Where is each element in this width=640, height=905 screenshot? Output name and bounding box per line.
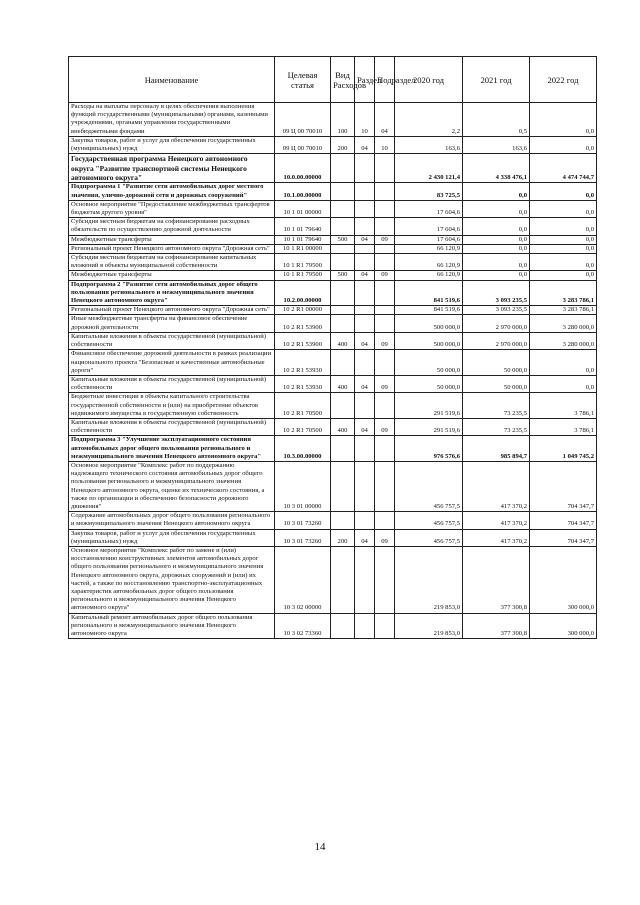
cell-code: 10 2 R1 53900 (275, 315, 331, 332)
cell-y2020: 17 604,6 (395, 218, 463, 235)
cell-rz (355, 244, 375, 253)
cell-name: Субсидия местным бюджетам на софинансирование расходных обязательств по осуществлению дорожной деятельности (69, 218, 275, 235)
cell-pr (375, 183, 395, 200)
budget-table (68, 56, 597, 639)
cell-pr (375, 154, 395, 183)
cell-y2022: 0,0 (530, 200, 597, 217)
cell-y2021: 0,5 (463, 103, 530, 137)
cell-rz: 04 (355, 136, 375, 153)
cell-y2021: 0,0 (463, 254, 530, 271)
table-row (69, 254, 597, 271)
cell-vr: 200 (331, 529, 355, 546)
cell-y2021: 0,0 (463, 244, 530, 253)
cell-y2021: 163,6 (463, 136, 530, 153)
cell-name: Региональный проект Ненецкого автономного округа "Дорожная сеть" (69, 244, 275, 253)
cell-pr (375, 393, 395, 419)
cell-y2022: 3 786,1 (530, 418, 597, 435)
header-target: Целевая статья (275, 57, 331, 103)
cell-pr (375, 280, 395, 306)
cell-vr (331, 613, 355, 639)
cell-y2021: 73 235,5 (463, 393, 530, 419)
table-row (69, 418, 597, 435)
cell-y2021: 73 235,5 (463, 418, 530, 435)
cell-code: 09 Ц 00 70010 (275, 136, 331, 153)
cell-y2020: 976 576,6 (395, 436, 463, 462)
cell-y2020: 219 853,0 (395, 546, 463, 613)
cell-rz (355, 436, 375, 462)
cell-vr (331, 200, 355, 217)
cell-y2020: 841 519,6 (395, 306, 463, 315)
cell-rz: 04 (355, 418, 375, 435)
cell-y2021: 417 370,2 (463, 461, 530, 511)
cell-vr: 400 (331, 332, 355, 349)
cell-y2020: 456 757,5 (395, 512, 463, 529)
table-row (69, 436, 597, 462)
cell-y2022: 300 000,0 (530, 613, 597, 639)
cell-y2020: 66 120,9 (395, 254, 463, 271)
cell-code: 10 3 01 73260 (275, 512, 331, 529)
cell-y2020: 291 519,6 (395, 418, 463, 435)
cell-vr: 500 (331, 235, 355, 244)
cell-name: Капитальные вложения в объекты государственной (муниципальной) собственности (69, 375, 275, 392)
cell-pr: 09 (375, 418, 395, 435)
cell-code: 10 2 R1 53930 (275, 375, 331, 392)
cell-vr (331, 393, 355, 419)
cell-vr (331, 350, 355, 376)
table-row (69, 375, 597, 392)
cell-pr (375, 218, 395, 235)
cell-code: 10 1 R1 79500 (275, 271, 331, 280)
cell-name: Бюджетные инвестиции в объекты капитального строительства государственной собственности и (или) на приобретение объектов недвижимого имущества в государственную собственность (69, 393, 275, 419)
cell-name: Подпрограмма 3 "Улучшение эксплуатационного состояния автомобильных дорог общего пользования регионального и межмуниципального значения Ненецкого автономного округа" (69, 436, 275, 462)
cell-pr (375, 512, 395, 529)
cell-pr: 10 (375, 136, 395, 153)
cell-y2022: 4 474 744,7 (530, 154, 597, 183)
cell-pr: 04 (375, 103, 395, 137)
cell-code: 10 2 R1 00000 (275, 306, 331, 315)
cell-y2020: 66 120,9 (395, 271, 463, 280)
cell-y2022: 0,0 (530, 244, 597, 253)
cell-name: Межбюджетные трансферты (69, 271, 275, 280)
table-row (69, 200, 597, 217)
cell-rz (355, 512, 375, 529)
cell-y2022: 300 000,0 (530, 546, 597, 613)
cell-rz (355, 200, 375, 217)
cell-rz (355, 154, 375, 183)
table-body (69, 103, 597, 639)
cell-vr: 500 (331, 271, 355, 280)
cell-y2021: 50 000,0 (463, 375, 530, 392)
cell-rz (355, 393, 375, 419)
table-row (69, 183, 597, 200)
cell-vr: 400 (331, 375, 355, 392)
table-row (69, 154, 597, 183)
cell-rz: 10 (355, 103, 375, 137)
cell-y2020: 50 000,0 (395, 350, 463, 376)
table-row (69, 271, 597, 280)
cell-y2020: 456 757,5 (395, 461, 463, 511)
cell-y2022: 704 347,7 (530, 529, 597, 546)
cell-code: 10 2 R1 53930 (275, 350, 331, 376)
cell-y2021: 377 300,8 (463, 546, 530, 613)
cell-y2022: 0,0 (530, 136, 597, 153)
cell-y2022: 1 049 745,2 (530, 436, 597, 462)
cell-name: Иные межбюджетные трансферты на финансовое обеспечение дорожной деятельности (69, 315, 275, 332)
cell-code: 10 3 01 00000 (275, 461, 331, 511)
cell-pr (375, 200, 395, 217)
cell-y2020: 83 725,5 (395, 183, 463, 200)
cell-vr (331, 315, 355, 332)
cell-rz (355, 613, 375, 639)
cell-vr (331, 512, 355, 529)
cell-vr (331, 218, 355, 235)
cell-rz: 04 (355, 332, 375, 349)
cell-vr: 400 (331, 418, 355, 435)
cell-vr: 100 (331, 103, 355, 137)
cell-name: Субсидия местным бюджетам на софинансирование капитальных вложений в объекты муниципальной собственности (69, 254, 275, 271)
cell-y2022: 0,0 (530, 183, 597, 200)
cell-name: Закупка товаров, работ и услуг для обеспечения государственных (муниципальных) нужд (69, 529, 275, 546)
cell-code: 10.2.00.00000 (275, 280, 331, 306)
cell-vr (331, 183, 355, 200)
cell-pr (375, 315, 395, 332)
cell-pr (375, 546, 395, 613)
cell-name: Капитальный ремонт автомобильных дорог общего пользования регионального и межмуниципального значения Ненецкого автономного округа (69, 613, 275, 639)
cell-code: 10 1 01 79640 (275, 218, 331, 235)
cell-y2022: 3 280 000,0 (530, 315, 597, 332)
table-row (69, 332, 597, 349)
cell-code: 10 3 01 73260 (275, 529, 331, 546)
table-row (69, 512, 597, 529)
cell-code: 10 2 R1 70500 (275, 393, 331, 419)
cell-name: Основное мероприятие "Предоставление межбюджетных трансфертов бюджетам другого уровня" (69, 200, 275, 217)
cell-name: Содержание автомобильных дорог общего пользования регионального и межмуниципального значения Ненецкого автономного округа (69, 512, 275, 529)
cell-name: Основное мероприятие "Комплекс работ по поддержанию надлежащего технического состояния автомобильных дорог общего пользования регионального и межмуниципального значения Ненецкого автономного округа, оценке их технического состояния, а также по организации и обеспечению безопасности дорожного движения" (69, 461, 275, 511)
cell-y2021: 0,0 (463, 218, 530, 235)
cell-vr (331, 546, 355, 613)
cell-vr (331, 280, 355, 306)
cell-y2020: 456 757,5 (395, 529, 463, 546)
table-row (69, 280, 597, 306)
cell-y2021: 417 370,2 (463, 512, 530, 529)
cell-y2022: 0,0 (530, 350, 597, 376)
cell-y2020: 66 120,9 (395, 244, 463, 253)
cell-y2022: 704 347,7 (530, 461, 597, 511)
table-row (69, 218, 597, 235)
cell-y2021: 50 000,0 (463, 350, 530, 376)
table-row (69, 613, 597, 639)
cell-y2021: 2 970 000,0 (463, 332, 530, 349)
cell-rz: 04 (355, 271, 375, 280)
cell-y2021: 3 093 235,5 (463, 306, 530, 315)
header-vr: Вид Расходов (331, 57, 355, 103)
cell-rz (355, 254, 375, 271)
header-2020: 2020 год (395, 57, 463, 103)
table-row (69, 315, 597, 332)
cell-vr (331, 154, 355, 183)
cell-name: Подпрограмма 2 "Развитие сети автомобильных дорог общего пользования регионального и межмуниципального значения Ненецкого автономного округа" (69, 280, 275, 306)
cell-code: 10 1 01 00000 (275, 200, 331, 217)
cell-y2022: 704 347,7 (530, 512, 597, 529)
page-number: 14 (314, 841, 326, 853)
cell-y2021: 2 970 000,0 (463, 315, 530, 332)
cell-y2022: 0,0 (530, 254, 597, 271)
cell-code: 10 2 R1 53900 (275, 332, 331, 349)
table-row (69, 306, 597, 315)
cell-y2022: 0,0 (530, 271, 597, 280)
cell-rz (355, 280, 375, 306)
cell-y2022: 3 283 786,1 (530, 306, 597, 315)
cell-vr (331, 254, 355, 271)
cell-name: Закупка товаров, работ и услуг для обеспечения государственных (муниципальных) нужд (69, 136, 275, 153)
cell-rz (355, 315, 375, 332)
cell-code: 10 2 R1 70500 (275, 418, 331, 435)
cell-y2020: 163,6 (395, 136, 463, 153)
cell-code: 10.3.00.00000 (275, 436, 331, 462)
cell-code: 10 3 02 73360 (275, 613, 331, 639)
cell-rz: 04 (355, 375, 375, 392)
header-name: Наименование (69, 57, 275, 103)
table-row (69, 461, 597, 511)
cell-y2020: 500 000,0 (395, 315, 463, 332)
table-row (69, 244, 597, 253)
table-row (69, 235, 597, 244)
cell-rz (355, 218, 375, 235)
cell-name: Подпрограмма 1 "Развитие сети автомобильных дорог местного значения, улично-дорожной сети и дорожных сооружений" (69, 183, 275, 200)
cell-rz (355, 461, 375, 511)
cell-name: Расходы на выплаты персоналу в целях обеспечения выполнения функций государственными (муниципальными) органами, казенными учреждениями, органами управления государственными внебюджетными фондами (69, 103, 275, 137)
table-row (69, 136, 597, 153)
cell-code: 09 Ц 00 70010 (275, 103, 331, 137)
header-pr: Подраздел (375, 57, 395, 103)
cell-name: Основное мероприятие "Комплекс работ по замене и (или) восстановлению конструктивных элементов автомобильных дорог общего пользования регионального и межмуниципального значения Ненецкого автономного округа, дорожных сооружений и (или) их частей, а также по восстановлению транспортно-эксплуатационных характеристик автомобильных дорог общего пользования регионального и межмуниципального значения Ненецкого автономного округа" (69, 546, 275, 613)
cell-pr: 09 (375, 529, 395, 546)
cell-pr: 09 (375, 235, 395, 244)
table-row (69, 350, 597, 376)
cell-y2022: 3 786,1 (530, 393, 597, 419)
cell-y2022: 0,0 (530, 375, 597, 392)
cell-vr (331, 461, 355, 511)
table-row (69, 529, 597, 546)
cell-code: 10 1 01 79640 (275, 235, 331, 244)
cell-y2020: 2 430 121,4 (395, 154, 463, 183)
cell-vr (331, 436, 355, 462)
cell-vr: 200 (331, 136, 355, 153)
cell-y2020: 291 519,6 (395, 393, 463, 419)
cell-y2020: 17 604,6 (395, 200, 463, 217)
cell-code: 10.1.00.00000 (275, 183, 331, 200)
cell-name: Государственная программа Ненецкого автономного округа "Развитие транспортной системы Ненецкого автономного округа" (69, 154, 275, 183)
cell-name: Капитальные вложения в объекты государственной (муниципальной) собственности (69, 332, 275, 349)
budget-table-sheet (68, 56, 596, 639)
cell-y2022: 3 283 786,1 (530, 280, 597, 306)
cell-pr (375, 350, 395, 376)
cell-y2020: 50 000,0 (395, 375, 463, 392)
cell-code: 10 1 R1 00000 (275, 244, 331, 253)
table-header-row (69, 57, 597, 103)
cell-name: Межбюджетные трансферты (69, 235, 275, 244)
cell-y2021: 4 338 476,1 (463, 154, 530, 183)
cell-pr: 09 (375, 332, 395, 349)
cell-rz (355, 546, 375, 613)
cell-y2021: 985 894,7 (463, 436, 530, 462)
cell-y2020: 2,2 (395, 103, 463, 137)
cell-y2022: 0,0 (530, 103, 597, 137)
cell-y2021: 417 370,2 (463, 529, 530, 546)
cell-y2020: 219 853,0 (395, 613, 463, 639)
cell-y2022: 0,0 (530, 235, 597, 244)
cell-rz (355, 306, 375, 315)
cell-y2021: 377 300,8 (463, 613, 530, 639)
cell-name: Капитальные вложения в объекты государственной (муниципальной) собственности (69, 418, 275, 435)
cell-pr (375, 436, 395, 462)
cell-y2020: 500 000,0 (395, 332, 463, 349)
cell-rz (355, 183, 375, 200)
cell-y2020: 841 519,6 (395, 280, 463, 306)
cell-rz: 04 (355, 529, 375, 546)
cell-y2021: 0,0 (463, 183, 530, 200)
cell-y2021: 0,0 (463, 200, 530, 217)
table-row (69, 393, 597, 419)
cell-pr (375, 244, 395, 253)
cell-y2021: 0,0 (463, 235, 530, 244)
header-2022: 2022 год (530, 57, 597, 103)
cell-name: Региональный проект Ненецкого автономного округа "Дорожная сеть" (69, 306, 275, 315)
cell-y2021: 3 093 235,5 (463, 280, 530, 306)
table-row (69, 103, 597, 137)
cell-pr (375, 461, 395, 511)
cell-y2021: 0,0 (463, 271, 530, 280)
cell-y2020: 17 604,6 (395, 235, 463, 244)
table-row (69, 546, 597, 613)
cell-rz: 04 (355, 235, 375, 244)
cell-pr: 09 (375, 375, 395, 392)
cell-pr (375, 306, 395, 315)
cell-name: Финансовое обеспечение дорожной деятельности в рамках реализации национального проекта "Безопасные и качественные автомобильные дороги" (69, 350, 275, 376)
cell-pr (375, 254, 395, 271)
cell-vr (331, 244, 355, 253)
cell-pr: 09 (375, 271, 395, 280)
cell-vr (331, 306, 355, 315)
cell-code: 10.0.00.00000 (275, 154, 331, 183)
cell-code: 10 3 02 00000 (275, 546, 331, 613)
header-rz: Раздел (355, 57, 375, 103)
cell-pr (375, 613, 395, 639)
cell-code: 10 1 R1 79500 (275, 254, 331, 271)
header-2021: 2021 год (463, 57, 530, 103)
cell-y2022: 0,0 (530, 218, 597, 235)
cell-rz (355, 350, 375, 376)
cell-y2022: 3 280 000,0 (530, 332, 597, 349)
